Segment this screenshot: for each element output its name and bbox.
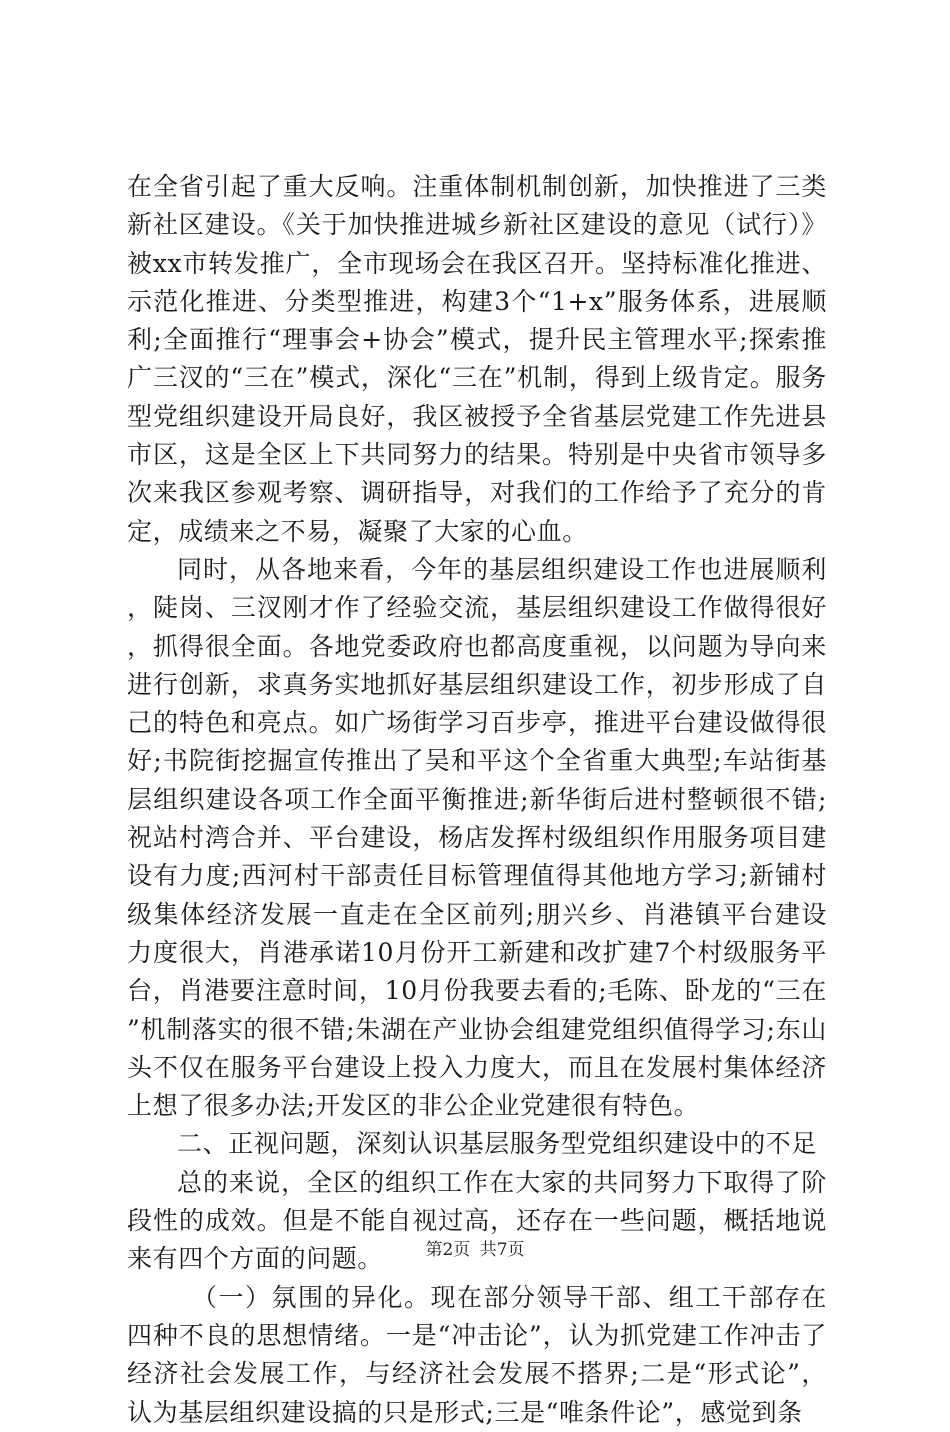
paragraph-5: （一）氛围的异化。现在部分领导干部、组工干部存在四种不良的思想情绪。一是“冲击论”，认为抓党建工作冲击了经济社会发展工作，与经济社会发展不搭界;二是“形式论”，认为基层组织建设搞的只是形式;三是“唯条件论”，感觉到条: [127, 1282, 827, 1427]
paragraph-4: 总的来说，全区的组织工作在大家的共同努力下取得了阶段性的成效。但是不能自视过高，还存在一些问题，概括地说来有四个方面的问题。: [127, 1167, 827, 1274]
paragraph-1: 在全省引起了重大反响。注重体制机制创新，加快推进了三类新社区建设。《关于加快推进城乡新社区建设的意见（试行）》被xx市转发推广，全市现场会在我区召开。坚持标准化推进、示范化推进、分类型推进，构建3个“1+x”服务体系，进展顺利;全面推行“理事会+协会”模式，提升民主管理水平;探索推广三汊的“三在”模式，深化“三在”机制，得到上级肯定。服务型党组织建设开局良好，我区被授予全省基层党建工作先进县市区，这是全区上下共同努力的结果。特别是中央省市领导多次来我区参观考察、调研指导，对我们的工作给予了充分的肯定，成绩来之不易，凝聚了大家的心血。: [127, 172, 827, 546]
page-footer: [0, 1238, 950, 1262]
section-heading: 二、正视问题，深刻认识基层服务型党组织建设中的不足: [177, 1129, 818, 1159]
page-number: 第2页: [425, 1240, 471, 1260]
total-pages: 共7页: [479, 1240, 525, 1260]
paragraph-2: 同时，从各地来看，今年的基层组织建设工作也进展顺利，陡岗、三汊刚才作了经验交流，基层组织建设工作做得很好，抓得很全面。各地党委政府也都高度重视，以问题为导向来进行创新，求真务实地抓好基层组织建设工作，初步形成了自己的特色和亮点。如广场街学习百步亭，推进平台建设做得很好;书院街挖掘宣传推出了吴和平这个全省重大典型;车站街基层组织建设各项工作全面平衡推进;新华街后进村整顿很不错;祝站村湾合并、平台建设，杨店发挥村级组织作用服务项目建设有力度;西河村干部责任目标管理值得其他地方学习;新铺村级集体经济发展一直走在全区前列;朋兴乡、肖港镇平台建设力度很大，肖港承诺10月份开工新建和改扩建7个村级服务平台，肖港要注意时间，10月份我要去看的;毛陈、卧龙的“三在”机制落实的很不错;朱湖在产业协会组建党组织值得学习;东山头不仅在服务平台建设上投入力度大，而且在发展村集体经济上想了很多办法;开发区的非公企业党建很有特色。: [127, 554, 827, 1121]
